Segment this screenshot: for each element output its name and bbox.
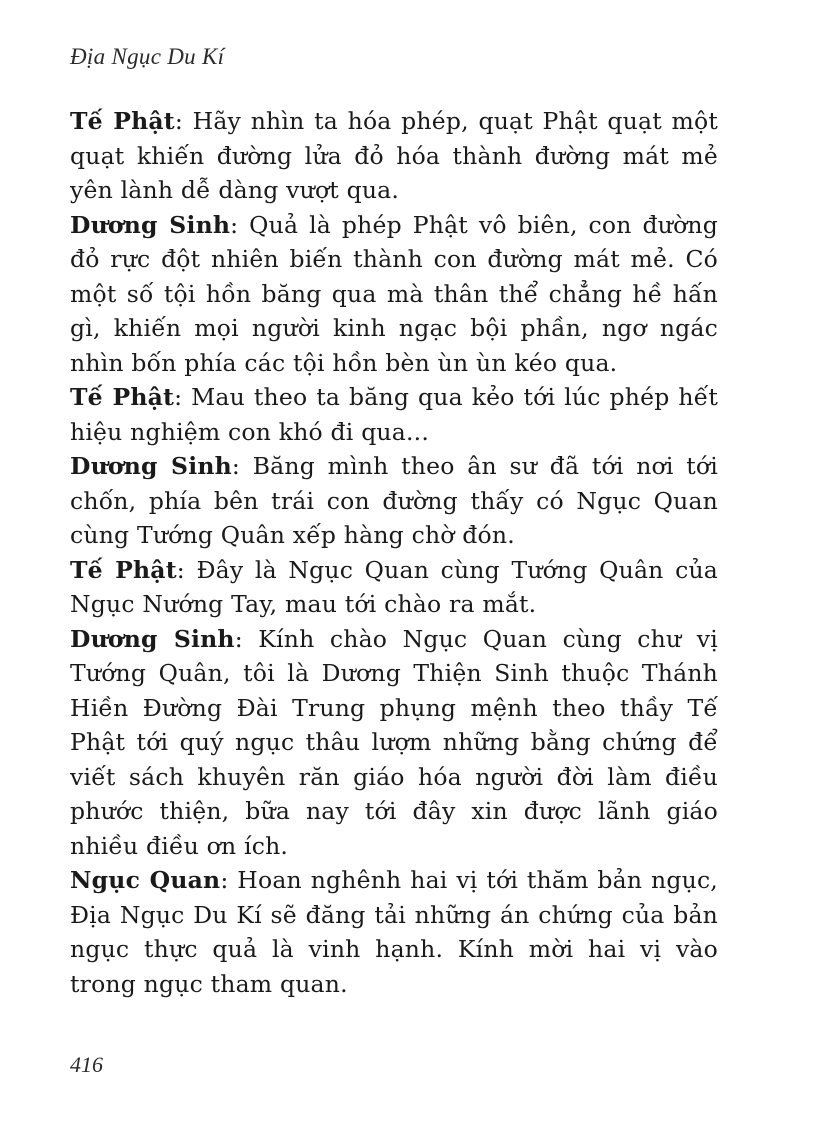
dialogue-paragraph [70, 622, 718, 864]
dialogue-paragraph [70, 553, 718, 622]
speaker-separator: : [220, 866, 238, 894]
speaker-name: Dương Sinh [70, 452, 232, 480]
speaker-separator: : [230, 210, 250, 239]
body-text [70, 104, 718, 1001]
speaker-name: Tế Phật [70, 383, 175, 411]
dialogue-text: Quả là phép Phật vô biên, con đường đỏ rực đột nhiên biến thành con đường mát mẻ. Có một số tội hồn băng qua mà thân thể chẳng hề hấn gì, khiến mọi người kinh ngạc bội phần, ngơ ngác nhìn bốn phía các tội hồn bèn ùn ùn kéo qua. [70, 210, 718, 377]
dialogue-paragraph [70, 208, 718, 381]
speaker-name: Ngục Quan [70, 866, 221, 894]
dialogue-text: Hãy nhìn ta hóa phép, quạt Phật quạt một quạt khiến đường lửa đỏ hóa thành đường mát mẻ yên lành dễ dàng vượt qua. [70, 107, 718, 204]
dialogue-text: Hoan nghênh hai vị tới thăm bản ngục, Địa Ngục Du Kí sẽ đăng tải những án chứng của bản ngục thực quả là vinh hạnh. Kính mời hai vị vào trong ngục tham quan. [70, 866, 718, 998]
speaker-name: Tế Phật [70, 107, 175, 135]
dialogue-paragraph [70, 380, 718, 449]
speaker-separator: : [174, 107, 193, 135]
dialogue-text: Kính chào Ngục Quan cùng chư vị Tướng Quân, tôi là Dương Thiện Sinh thuộc Thánh Hiền Đường Đài Trung phụng mệnh theo thầy Tế Phật tới quý ngục thâu lượm những bằng chứng để viết sách khuyên răn giáo hóa người đời làm điều phước thiện, bữa nay tới đây xin được lãnh giáo nhiều điều ơn ích. [70, 624, 718, 860]
speaker-name: Dương Sinh [70, 210, 231, 239]
dialogue-text: Đây là Ngục Quan cùng Tướng Quân của Ngục Nướng Tay, mau tới chào ra mắt. [70, 555, 718, 618]
speaker-separator: : [231, 452, 253, 480]
speaker-name: Dương Sinh [70, 624, 235, 653]
running-header: Địa Ngục Du Kí [70, 44, 225, 69]
page-number: 416 [70, 1052, 103, 1077]
dialogue-text: Mau theo ta băng qua kẻo tới lúc phép hết hiệu nghiệm con khó đi qua... [70, 383, 718, 446]
dialogue-text: Băng mình theo ân sư đã tới nơi tới chốn, phía bên trái con đường thấy có Ngục Quan cùng Tướng Quân xếp hàng chờ đón. [70, 452, 718, 549]
dialogue-paragraph [70, 863, 718, 1001]
speaker-separator: : [176, 555, 197, 584]
dialogue-paragraph [70, 104, 718, 208]
dialogue-paragraph [70, 449, 718, 553]
speaker-name: Tế Phật [70, 555, 177, 584]
speaker-separator: : [174, 383, 192, 411]
speaker-separator: : [234, 624, 259, 653]
